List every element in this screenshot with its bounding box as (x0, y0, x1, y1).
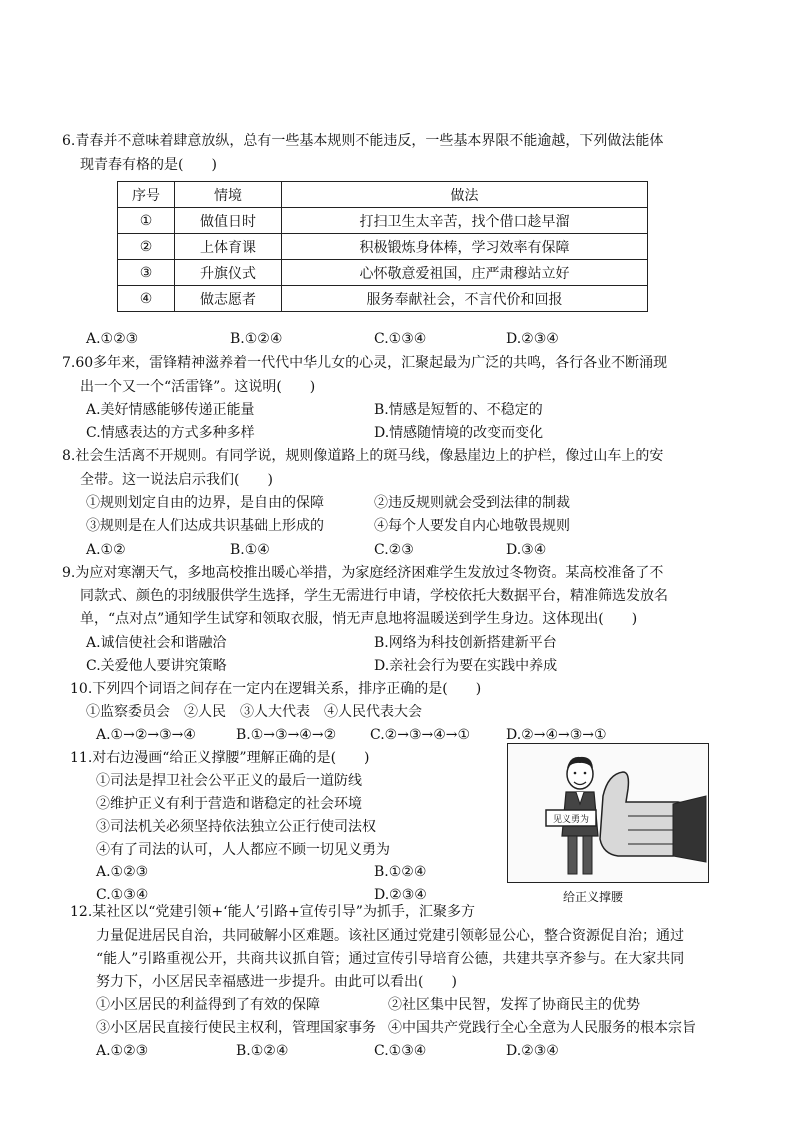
q8-option-b[interactable]: B.①④ (230, 542, 270, 558)
q11-statement-2: ②维护正义有利于营造和谐稳定的社会环境 (96, 796, 362, 812)
q10-option-d[interactable]: D.②→④→③→① (506, 727, 607, 743)
cartoon-sign-text: 见义勇为 (552, 815, 590, 825)
q12-statement-1: ①小区居民的利益得到了有效的保障 (96, 997, 320, 1013)
q11-statement-1: ①司法是捍卫社会公平正义的最后一道防线 (96, 773, 362, 789)
header-practice: 做法 (282, 182, 648, 208)
q6-option-a[interactable]: A.①②③ (86, 331, 139, 347)
q11-option-c[interactable]: C.①③④ (96, 887, 149, 903)
q12-option-d[interactable]: D.②③④ (506, 1043, 559, 1059)
table-row (118, 208, 648, 234)
q9-option-d[interactable]: D.亲社会行为要在实践中养成 (374, 658, 558, 674)
row-practice: 打扫卫生太辛苦，找个借口趁早溜 (282, 208, 648, 234)
q12-option-c[interactable]: C.①③④ (374, 1043, 427, 1059)
q11-option-a[interactable]: A.①②③ (96, 864, 149, 880)
q9-option-c[interactable]: C.关爱他人要讲究策略 (86, 658, 227, 674)
q11-statement-3: ③司法机关必须坚持依法独立公正行使司法权 (96, 819, 376, 835)
q9-stem-line-2: 同款式、颜色的羽绒服供学生选择，学生无需进行申请，学校依托大数据平台，精准筛选发放名 (80, 588, 668, 604)
table-row (118, 286, 648, 312)
q12-statement-4: ④中国共产党践行全心全意为人民服务的根本宗旨 (388, 1020, 696, 1036)
q8-option-a[interactable]: A.①② (86, 542, 126, 558)
q7-option-c[interactable]: C.情感表达的方式多种多样 (86, 425, 255, 441)
q6-table (117, 181, 648, 312)
q10-option-b[interactable]: B.①→③→④→② (236, 727, 337, 743)
row-situation: 做志愿者 (175, 286, 282, 312)
row-situation: 上体育课 (175, 234, 282, 260)
q8-stem-line-1: 8.社会生活离不开规则。有同学说，规则像道路上的斑马线，像悬崖边上的护栏，像过山车上的安 (62, 448, 664, 464)
q7-option-d[interactable]: D.情感随情境的改变而变化 (374, 425, 544, 441)
q6-option-b[interactable]: B.①②④ (230, 331, 283, 347)
q6-stem-line-1: 6.青春并不意味着肆意放纵，总有一些基本规则不能违反，一些基本界限不能逾越，下列做法能体 (62, 133, 664, 149)
q8-stem-line-2: 全带。这一说法启示我们( ) (80, 472, 273, 488)
table-row (118, 234, 648, 260)
q12-option-a[interactable]: A.①②③ (96, 1043, 149, 1059)
row-situation: 升旗仪式 (175, 260, 282, 286)
row-situation: 做值日时 (175, 208, 282, 234)
q8-option-d[interactable]: D.③④ (506, 542, 547, 558)
q12-stem-line-4: 努力下，小区居民幸福感进一步提升。由此可以看出( ) (96, 974, 457, 990)
cartoon-image (507, 743, 709, 883)
row-index: ① (118, 208, 175, 234)
cartoon-drawing (508, 744, 708, 882)
row-index: ④ (118, 286, 175, 312)
row-practice: 服务奉献社会，不言代价和回报 (282, 286, 648, 312)
q8-option-c[interactable]: C.②③ (374, 542, 414, 558)
q12-stem-line-3: “能人”引路重视公开，共商共议抓自管；通过宣传引导培育公德，共建共享齐参与。在大家共同 (96, 951, 685, 967)
q10-stem-line-1: 10.下列四个词语之间存在一定内在逻辑关系，排序正确的是( ) (70, 681, 482, 697)
q9-stem-line-3: 单，“点对点”通知学生试穿和领取衣服，悄无声息地将温暖送到学生身边。这体现出( ) (80, 611, 638, 627)
q7-stem-line-1: 7.60多年来，雷锋精神滋养着一代代中华儿女的心灵，汇聚起最为广泛的共鸣，各行各业不断涌现 (62, 355, 668, 371)
row-practice: 心怀敬意爱祖国，庄严肃穆站立好 (282, 260, 648, 286)
q10-option-c[interactable]: C.②→③→④→① (370, 727, 471, 743)
q7-option-a[interactable]: A.美好情感能够传递正能量 (86, 402, 255, 418)
q11-option-d[interactable]: D.②③④ (374, 887, 427, 903)
q8-statement-1: ①规则划定自由的边界，是自由的保障 (86, 495, 324, 511)
row-index: ② (118, 234, 175, 260)
q11-stem-line-1: 11.对右边漫画“给正义撑腰”理解正确的是( ) (70, 750, 370, 766)
q6-option-d[interactable]: D.②③④ (506, 331, 559, 347)
row-practice: 积极锻炼身体棒，学习效率有保障 (282, 234, 648, 260)
q9-option-a[interactable]: A.诚信使社会和谐融洽 (86, 635, 227, 651)
table-header-row (118, 182, 648, 208)
q9-option-b[interactable]: B.网络为科技创新搭建新平台 (374, 635, 557, 651)
table-row (118, 260, 648, 286)
q12-statement-3: ③小区居民直接行使民主权利，管理国家事务 (96, 1020, 376, 1036)
header-situation: 情境 (175, 182, 282, 208)
cartoon-caption: 给正义撑腰 (563, 890, 624, 904)
q11-statement-4: ④有了司法的认可，人人都应不顾一切见义勇为 (96, 842, 390, 858)
q7-stem-line-2: 出一个又一个“活雷锋”。这说明( ) (80, 379, 316, 395)
header-index: 序号 (118, 182, 175, 208)
q7-option-b[interactable]: B.情感是短暂的、不稳定的 (374, 402, 543, 418)
q10-option-a[interactable]: A.①→②→③→④ (96, 727, 196, 743)
q8-statement-4: ④每个人要发自内心地敬畏规则 (374, 518, 570, 534)
q6-stem-line-2: 现青春有格的是( ) (80, 157, 217, 173)
q12-option-b[interactable]: B.①②④ (236, 1043, 289, 1059)
q8-statement-2: ②违反规则就会受到法律的制裁 (374, 495, 570, 511)
q8-statement-3: ③规则是在人们达成共识基础上形成的 (86, 518, 324, 534)
q12-stem-line-2: 力量促进居民自治，共同破解小区难题。该社区通过党建引领彰显公心，整合资源促自治；通过 (96, 928, 684, 944)
q10-statements: ①监察委员会 ②人民 ③人大代表 ④人民代表大会 (86, 704, 422, 720)
q11-option-b[interactable]: B.①②④ (374, 864, 427, 880)
q6-option-c[interactable]: C.①③④ (374, 331, 427, 347)
q12-stem-line-1: 12.某社区以“党建引领+‘能人’引路+宣传引导”为抓手，汇聚多方 (70, 904, 475, 920)
row-index: ③ (118, 260, 175, 286)
q9-stem-line-1: 9.为应对寒潮天气，多地高校推出暖心举措，为家庭经济困难学生发放过冬物资。某高校准备了不 (62, 565, 664, 581)
q12-statement-2: ②社区集中民智，发挥了协商民主的优势 (388, 997, 640, 1013)
